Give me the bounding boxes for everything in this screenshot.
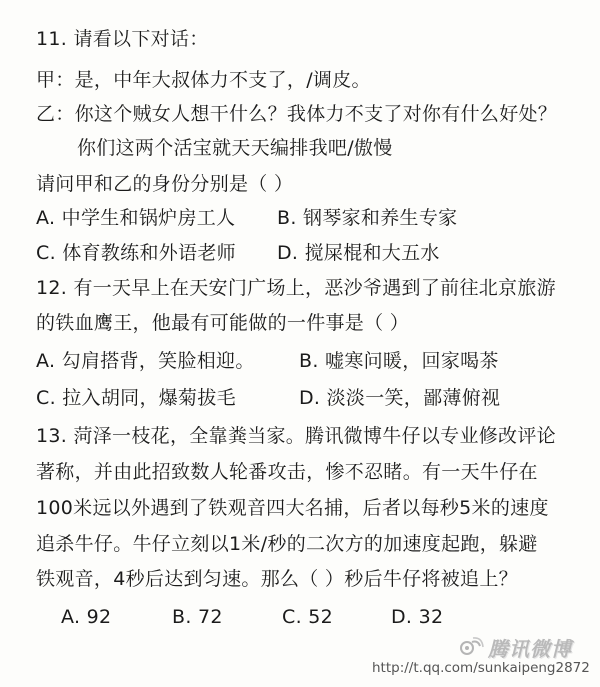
q13-line1: 13. 菏泽一枝花，全靠粪当家。腾讯微博牛仔以专业修改评论	[36, 425, 556, 447]
q13-line3: 100米远以外遇到了铁观音四大名捕，后者以每秒5米的速度	[36, 497, 549, 519]
q13-option-b: B. 72	[172, 606, 223, 628]
q12-line2: 的铁血鹰王，他最有可能做的一件事是（ ）	[36, 312, 410, 334]
q13-option-c: C. 52	[282, 606, 334, 628]
weibo-logo-icon	[458, 636, 484, 658]
q11-option-a: A. 中学生和锅炉房工人	[36, 207, 236, 229]
q13-line2: 著称，并由此招致数人轮番攻击，惨不忍睹。有一天牛仔在	[36, 461, 538, 483]
q13-option-d: D. 32	[391, 606, 444, 628]
q11-option-c: C. 体育教练和外语老师	[36, 242, 236, 264]
q13-line5: 铁观音，4秒后达到匀速。那么（ ）秒后牛仔将被追上？	[36, 568, 518, 590]
watermark-brand: 腾讯微博	[488, 636, 572, 661]
q11-question: 请问甲和乙的身份分别是（ ）	[36, 173, 294, 195]
q11-option-b: B. 钢琴家和养生专家	[277, 207, 458, 229]
q11-dialogue-b-line2: 你们这两个活宝就天天编排我吧/傲慢	[77, 137, 393, 159]
watermark-url: http://t.qq.com/sunkaipeng2872	[372, 660, 590, 676]
tencent-weibo-watermark	[458, 634, 588, 660]
q11-title: 11. 请看以下对话：	[36, 28, 209, 50]
q12-option-c: C. 拉入胡同，爆菊拔毛	[36, 387, 236, 409]
q11-dialogue-b-line1: 乙：你这个贼女人想干什么？我体力不支了对你有什么好处？	[36, 103, 558, 125]
q13-option-a: A. 92	[61, 606, 112, 628]
q11-option-d: D. 搅屎棍和大五水	[277, 242, 440, 264]
q12-option-b: B. 嘘寒问暖，回家喝茶	[299, 350, 499, 372]
q12-line1: 12. 有一天早上在天安门广场上，恶沙爷遇到了前往北京旅游	[36, 277, 556, 299]
q12-option-d: D. 淡淡一笑，鄙薄俯视	[299, 387, 501, 409]
q11-dialogue-a: 甲：是，中年大叔体力不支了，/调皮。	[36, 69, 371, 91]
q12-option-a: A. 勾肩搭背，笑脸相迎。	[36, 350, 255, 372]
q13-line4: 追杀牛仔。牛仔立刻以1米/秒的二次方的加速度起跑，躲避	[36, 533, 538, 555]
